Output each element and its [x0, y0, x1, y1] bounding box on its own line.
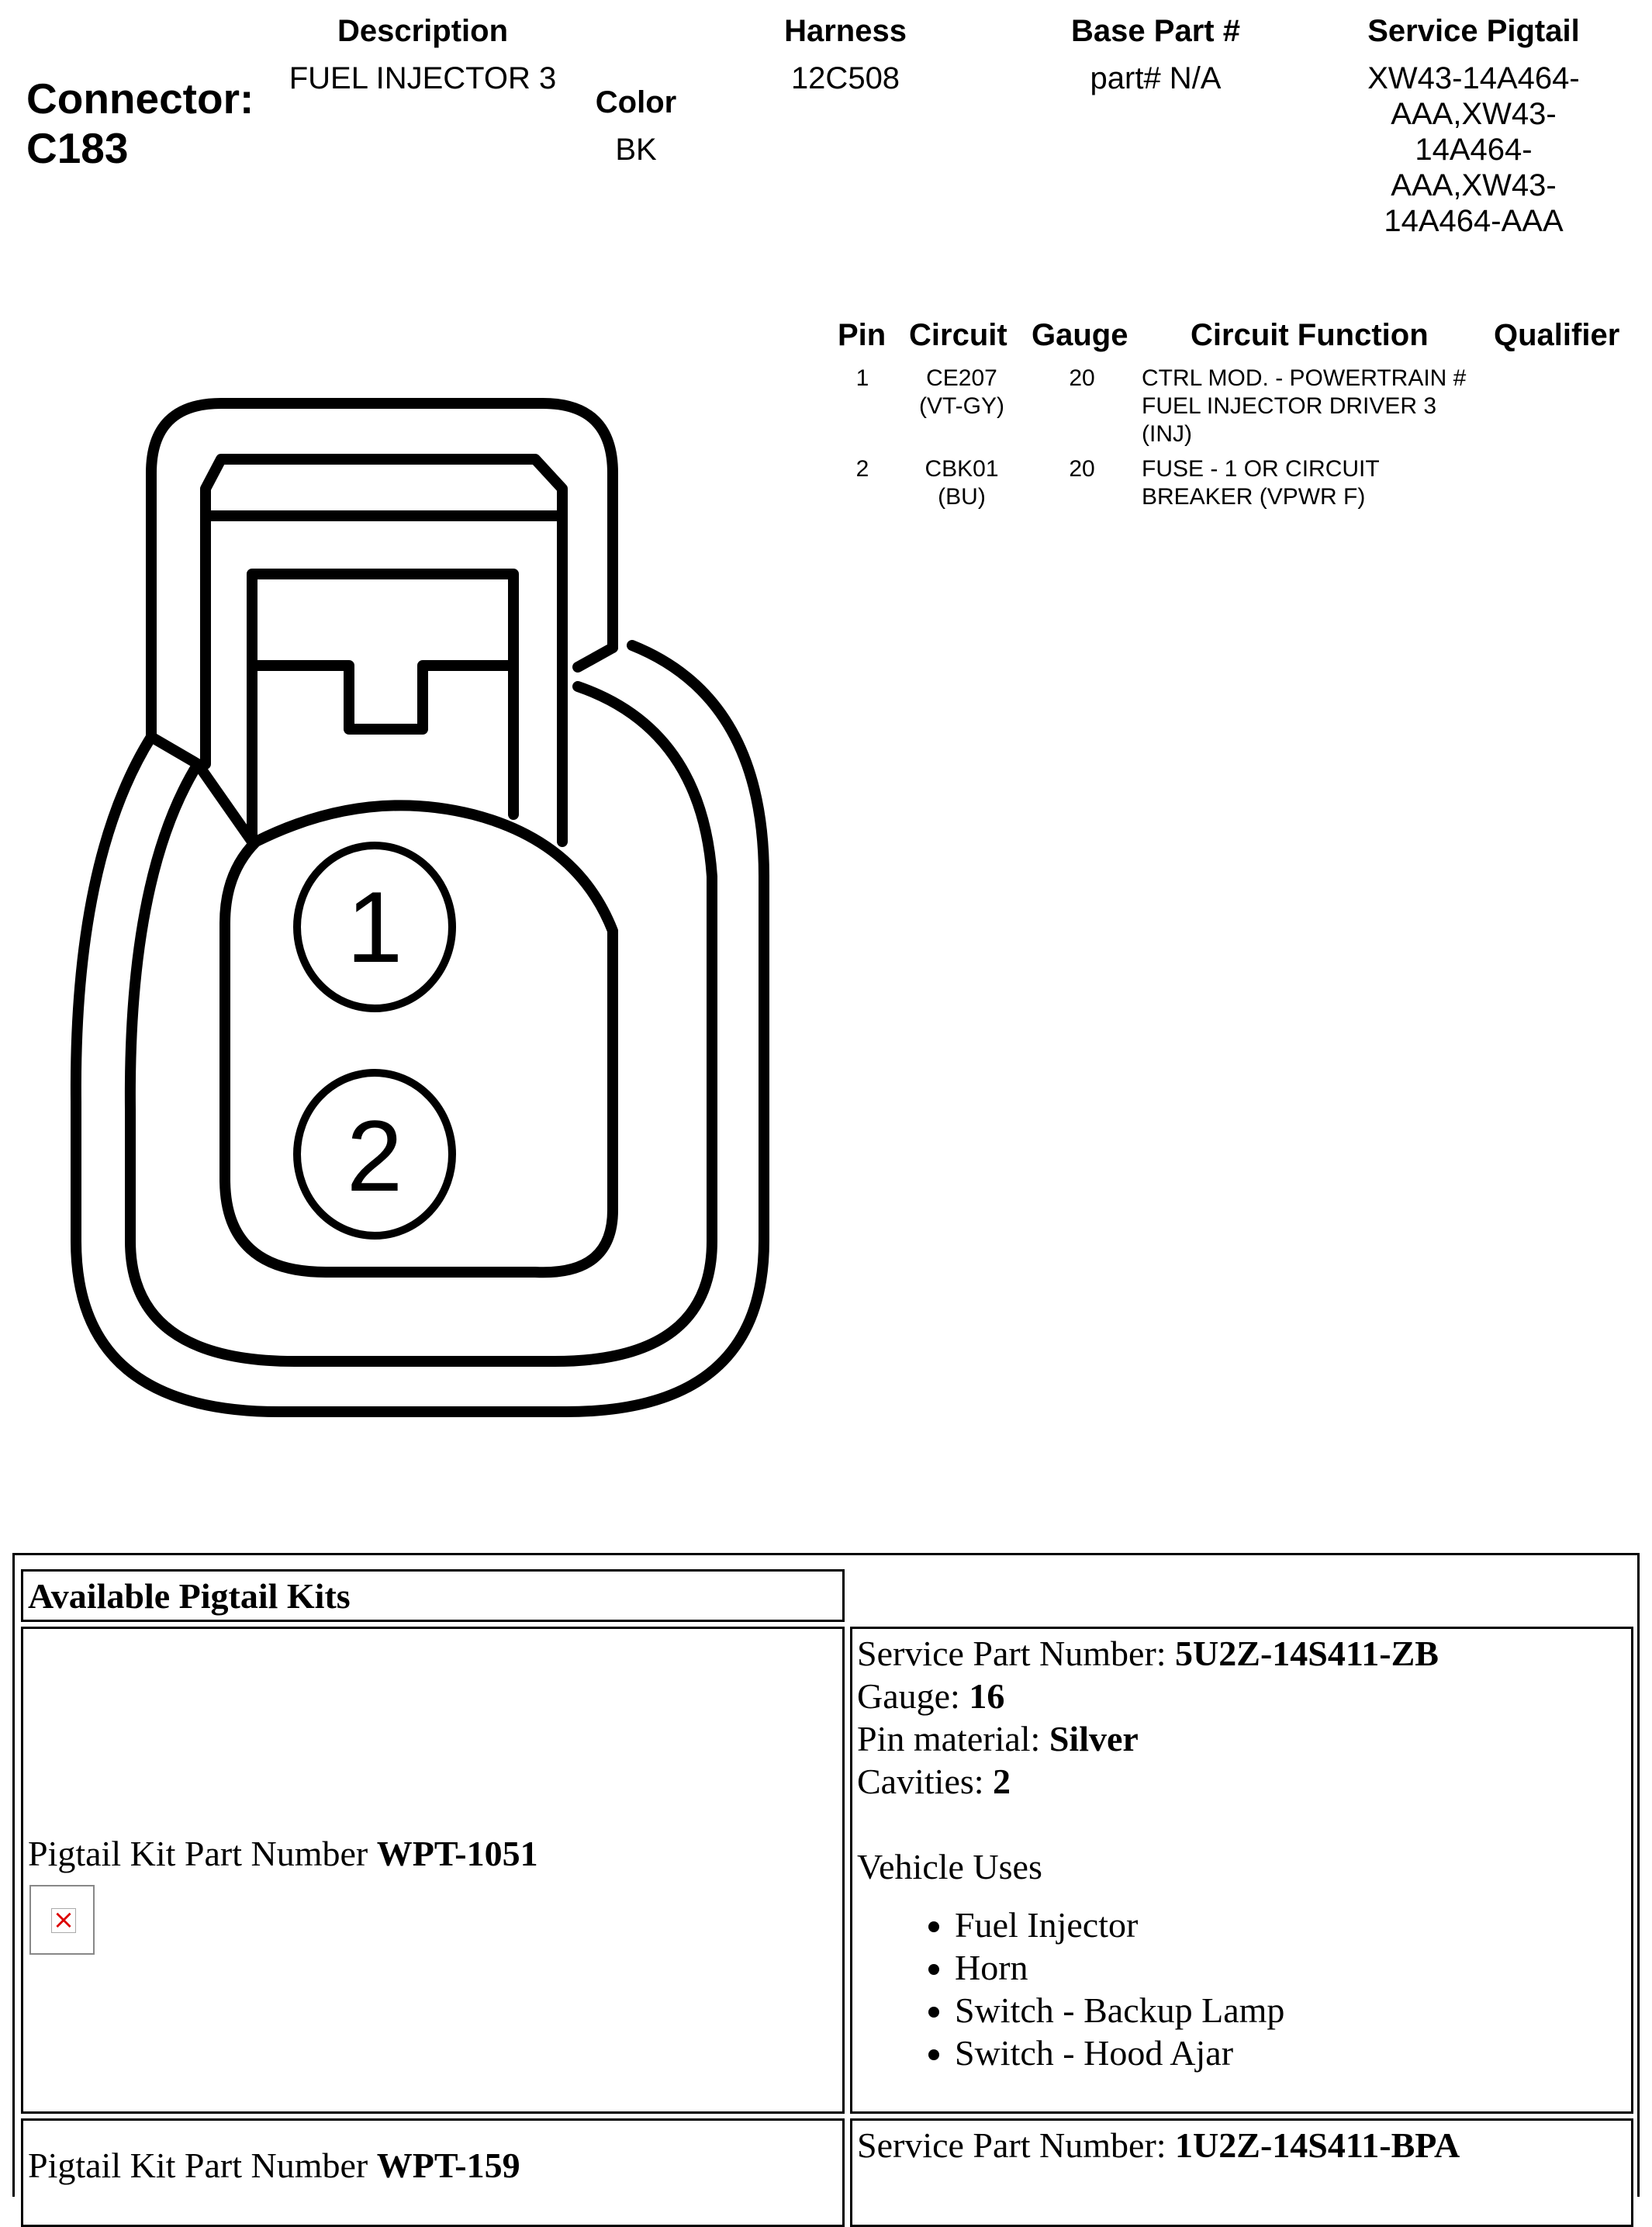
list-item: • Switch - Backup Lamp: [955, 1989, 1631, 2032]
circuit-header: Circuit: [909, 318, 1007, 352]
pin-2-number: 2: [855, 456, 869, 482]
connector-outer-body-left: [76, 737, 764, 1412]
kit-part-label-text: Pigtail Kit Part Number: [28, 2146, 377, 2185]
description-header: Description: [337, 14, 509, 48]
connector-title: [26, 74, 254, 173]
kit-1-part-number: WPT-1051: [376, 1834, 538, 1873]
connector-face-diagram: [0, 372, 814, 1443]
kit-2-details-cell: [850, 2118, 1633, 2227]
gauge-header: Gauge: [1032, 318, 1128, 352]
kit-2-part-number: WPT-159: [376, 2146, 520, 2185]
list-item: • Fuel Injector: [955, 1904, 1631, 1946]
pigtail-kits-title-cell: [21, 1569, 845, 1622]
pin-2-label: 2: [346, 1099, 403, 1212]
harness-header: Harness: [784, 14, 907, 48]
pin-material-label: Pin material:: [857, 1719, 1049, 1758]
kit-2-part-label: [28, 2144, 520, 2187]
kit-1-details-cell: [850, 1627, 1633, 2114]
pin-1-label: 1: [346, 870, 403, 984]
list-item: • Switch - Hood Ajar: [955, 2032, 1631, 2074]
pin-2-gauge: 20: [1069, 456, 1095, 482]
gauge-label: Gauge:: [857, 1676, 969, 1716]
vehicle-uses-label: Vehicle Uses: [857, 1847, 1042, 1886]
pin-cavity: [225, 805, 613, 1272]
service-pigtail-line: AAA,XW43-: [1391, 168, 1557, 202]
harness-value: 12C508: [790, 61, 900, 95]
service-pigtail-line: 14A464-AAA: [1384, 204, 1564, 238]
kit-1-broken-image-icon: ×: [29, 1885, 95, 1955]
base-part-header: Base Part #: [1071, 14, 1240, 48]
kit-part-label-text: Pigtail Kit Part Number: [28, 1834, 377, 1873]
function-line: BREAKER (VPWR F): [1142, 484, 1366, 510]
latch-tab-notch: [252, 666, 513, 729]
pin-header: Pin: [838, 318, 886, 352]
circuit-code: CE207: [926, 365, 997, 391]
description-value: FUEL INJECTOR 3: [289, 61, 557, 95]
kit-1-gauge: [857, 1675, 1631, 1717]
function-line: FUEL INJECTOR DRIVER 3: [1142, 393, 1437, 419]
service-part-label: Service Part Number:: [857, 1634, 1176, 1673]
base-part-value: part# N/A: [1090, 61, 1222, 95]
color-header: Color: [595, 85, 677, 119]
cavities-value: 2: [993, 1762, 1011, 1801]
kit-2-label-cell: [21, 2118, 845, 2227]
service-part-number: 5U2Z-14S411-ZB: [1175, 1634, 1439, 1673]
connector-id: C183: [26, 124, 129, 172]
color-value: BK: [615, 133, 657, 167]
circuit-color: (BU): [938, 484, 986, 510]
kit-2-service-part: [852, 2121, 1631, 2166]
connector-latch-left: [578, 648, 613, 667]
pin-2-function: [1142, 455, 1498, 511]
cavities-label: Cavities:: [857, 1762, 994, 1801]
function-line: CTRL MOD. - POWERTRAIN #: [1142, 365, 1467, 391]
service-pigtail-line: 14A464-: [1415, 133, 1533, 167]
service-part-number: 1U2Z-14S411-BPA: [1175, 2125, 1460, 2165]
pin-material-value: Silver: [1049, 1719, 1139, 1758]
pin-1-function: [1142, 365, 1498, 448]
gauge-value: 16: [969, 1676, 1005, 1716]
service-pigtail-value: [1318, 61, 1629, 239]
service-pigtail-header: Service Pigtail: [1367, 14, 1580, 48]
function-line: (INJ): [1142, 421, 1192, 447]
service-pigtail-line: XW43-14A464-: [1367, 61, 1580, 95]
qualifier-header: Qualifier: [1494, 318, 1620, 352]
service-part-label: Service Part Number:: [857, 2125, 1176, 2165]
pin-1-number: 1: [855, 365, 869, 391]
circuit-color: (VT-GY): [919, 393, 1004, 419]
list-item: • Horn: [955, 1946, 1631, 1989]
pin-1-gauge: 20: [1069, 365, 1095, 391]
pigtail-kits-table: [12, 1553, 1640, 2197]
pigtail-kits-title: Available Pigtail Kits: [28, 1576, 351, 1616]
connector-outer-body-right: [632, 645, 764, 877]
kit-1-service-part: [857, 1632, 1631, 1675]
function-line: FUSE - 1 OR CIRCUIT: [1142, 456, 1380, 482]
service-pigtail-line: AAA,XW43-: [1391, 97, 1557, 131]
pin-2-circuit: [900, 455, 1024, 511]
kit-1-label-cell: [21, 1627, 845, 2114]
pin-1-circuit: [900, 365, 1024, 420]
vehicle-uses-list: [857, 1904, 1631, 2074]
kit-1-part-label: [28, 1832, 538, 1875]
connector-label: Connector:: [26, 74, 254, 123]
circuit-code: CBK01: [924, 456, 999, 482]
function-header: Circuit Function: [1191, 318, 1429, 352]
kit-1-cavities: [857, 1760, 1631, 1803]
kit-1-details: [852, 1629, 1631, 2074]
kit-1-pin-material: [857, 1717, 1631, 1760]
